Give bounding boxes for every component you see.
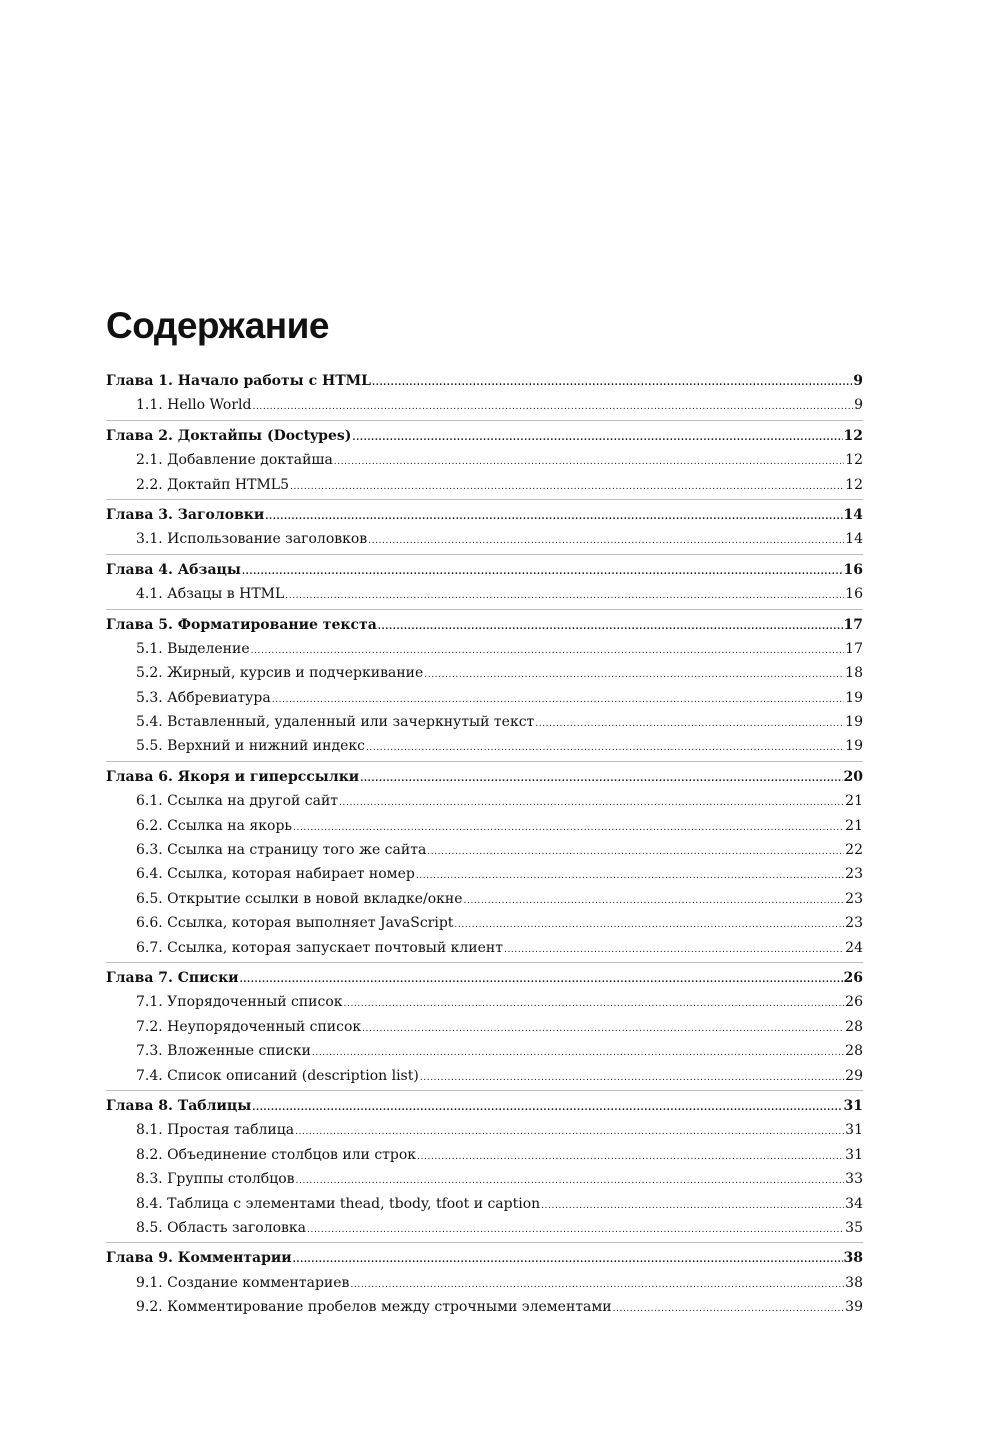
toc-chapter-page-number: 9	[853, 373, 863, 389]
chapter-block	[106, 554, 863, 609]
toc-section-page-number: 28	[845, 1043, 863, 1060]
toc-section[interactable]	[106, 393, 863, 417]
toc-section-page-number: 24	[845, 939, 863, 956]
toc-section-page-number: 28	[845, 1018, 863, 1035]
dot-leader	[420, 1066, 844, 1090]
toc-section-title: 2.2. Доктайп HTML5	[136, 476, 290, 493]
toc-section[interactable]	[106, 1039, 863, 1063]
toc-section-title: 1.1. Hello World	[136, 397, 252, 414]
toc-chapter[interactable]	[106, 369, 863, 393]
dot-leader	[344, 992, 845, 1016]
toc-section-page-number: 12	[845, 452, 863, 469]
dot-leader	[613, 1297, 845, 1321]
toc-section-title: 8.2. Объединение столбцов или строк	[136, 1146, 417, 1163]
toc-section[interactable]	[106, 990, 863, 1014]
toc-section-page-number: 31	[845, 1146, 863, 1163]
toc-section-title: 5.5. Верхний и нижний индекс	[136, 738, 365, 755]
toc-chapter-page-number: 31	[843, 1097, 863, 1114]
toc-section-page-number: 23	[845, 866, 863, 883]
dot-leader	[251, 639, 845, 663]
chapter-block	[106, 420, 863, 499]
toc-section[interactable]	[106, 814, 863, 838]
toc-section-title: 7.2. Неупорядоченный список	[136, 1018, 362, 1035]
toc-section-page-number: 26	[845, 994, 863, 1011]
toc-section-page-number: 21	[845, 793, 863, 810]
toc-chapter[interactable]	[106, 1094, 863, 1118]
chapter-block	[106, 962, 863, 1090]
toc-section[interactable]	[106, 637, 863, 661]
dot-leader	[290, 475, 844, 499]
toc-section-page-number: 31	[845, 1122, 863, 1139]
toc-section-title: 6.5. Открытие ссылки в новой вкладке/окне	[136, 890, 463, 907]
toc-section[interactable]	[106, 1167, 863, 1191]
toc-section-page-number: 38	[845, 1274, 863, 1291]
toc-section[interactable]	[106, 1295, 863, 1319]
toc-chapter[interactable]	[106, 1246, 863, 1270]
toc-chapter-title: Глава 2. Доктайпы (Doctypes)	[106, 427, 352, 444]
dot-leader	[378, 615, 843, 639]
toc-chapter-title: Глава 9. Комментарии	[106, 1250, 292, 1267]
toc-chapter-page-number: 38	[843, 1250, 863, 1267]
toc-section[interactable]	[106, 1118, 863, 1142]
toc-section[interactable]	[106, 789, 863, 813]
toc-section-page-number: 39	[845, 1299, 863, 1316]
toc-section-page-number: 16	[845, 586, 863, 603]
toc-section[interactable]	[106, 448, 863, 472]
dot-leader	[417, 1145, 844, 1169]
toc-chapter-page-number: 16	[843, 561, 863, 578]
toc-section-title: 5.4. Вставленный, удаленный или зачеркнутый текст	[136, 714, 535, 731]
toc-section[interactable]	[106, 936, 863, 960]
toc-chapter-title: Глава 3. Заголовки	[106, 506, 265, 523]
toc-section-page-number: 19	[845, 714, 863, 731]
dot-leader	[368, 529, 844, 553]
toc-section-page-number: 17	[845, 640, 863, 657]
dot-leader	[366, 736, 844, 760]
toc-section[interactable]	[106, 1143, 863, 1167]
dot-leader	[272, 688, 844, 712]
toc-section-title: 8.1. Простая таблица	[136, 1122, 295, 1139]
dot-leader	[295, 1120, 844, 1144]
dot-leader	[339, 791, 844, 815]
dot-leader	[293, 816, 844, 840]
dot-leader	[285, 584, 844, 608]
toc-section[interactable]	[106, 1015, 863, 1039]
toc-section[interactable]	[106, 473, 863, 497]
toc-section-title: 8.3. Группы столбцов	[136, 1171, 295, 1188]
toc-chapter-page-number: 12	[843, 427, 863, 444]
toc-section-page-number: 14	[845, 531, 863, 548]
toc-section-title: 5.2. Жирный, курсив и подчеркивание	[136, 665, 424, 682]
dot-leader	[253, 395, 854, 419]
dot-leader	[427, 840, 844, 864]
dot-leader	[252, 1096, 842, 1120]
toc-section-title: 7.4. Список описаний (description list)	[136, 1067, 419, 1084]
dot-leader	[293, 1248, 843, 1272]
toc-section-title: 6.2. Ссылка на якорь	[136, 817, 293, 834]
toc-chapter[interactable]	[106, 558, 863, 582]
dot-leader	[334, 450, 844, 474]
chapter-block	[106, 499, 863, 554]
toc-section[interactable]	[106, 838, 863, 862]
dot-leader	[454, 913, 844, 937]
toc-section-page-number: 29	[845, 1067, 863, 1084]
toc-section-page-number: 35	[845, 1219, 863, 1236]
toc-section-page-number: 18	[845, 665, 863, 682]
dot-leader	[360, 767, 842, 791]
dot-leader	[265, 505, 842, 529]
dot-leader	[362, 1017, 844, 1041]
dot-leader	[242, 560, 843, 584]
toc-section-title: 5.3. Аббревиатура	[136, 689, 271, 706]
toc-section-title: 6.3. Ссылка на страницу того же сайта	[136, 842, 427, 859]
dot-leader	[352, 426, 842, 450]
toc-section-title: 6.1. Ссылка на другой сайт	[136, 793, 339, 810]
toc-section-title: 7.3. Вложенные списки	[136, 1043, 311, 1060]
toc-section-title: 6.7. Ссылка, которая запускает почтовый клиент	[136, 939, 503, 956]
dot-leader	[296, 1169, 845, 1193]
toc-chapter-page-number: 17	[843, 616, 863, 633]
dot-leader	[504, 938, 844, 962]
toc-section-title: 4.1. Абзацы в HTML	[136, 586, 285, 603]
toc-chapter-title: Глава 7. Списки	[106, 969, 239, 986]
dot-leader	[372, 371, 852, 395]
toc-section-title: 3.1. Использование заголовков	[136, 531, 368, 548]
toc-chapter-page-number: 26	[843, 969, 863, 986]
dot-leader	[424, 663, 844, 687]
toc-section-page-number: 23	[845, 890, 863, 907]
toc-section-title: 9.2. Комментирование пробелов между строчными элементами	[136, 1299, 612, 1316]
chapter-block	[106, 1090, 863, 1242]
toc-section-title: 8.4. Таблица с элементами thead, tbody, tfoot и caption	[136, 1195, 541, 1212]
toc-chapter[interactable]	[106, 424, 863, 448]
dot-leader	[312, 1041, 844, 1065]
chapter-block	[106, 609, 863, 761]
toc-section-title: 6.6. Ссылка, которая выполняет JavaScript	[136, 915, 454, 932]
page-title: Содержание	[106, 305, 329, 346]
toc-section-title: 6.4. Ссылка, которая набирает номер	[136, 866, 415, 883]
toc-section[interactable]	[106, 527, 863, 551]
toc-section-title: 7.1. Упорядоченный список	[136, 994, 343, 1011]
toc-section[interactable]	[106, 911, 863, 935]
toc-section[interactable]	[106, 710, 863, 734]
toc-section[interactable]	[106, 1064, 863, 1088]
toc-section[interactable]	[106, 1216, 863, 1240]
toc-section-title: 2.1. Добавление доктайша	[136, 452, 333, 469]
toc-section-title: 5.1. Выделение	[136, 640, 250, 657]
toc-chapter-title: Глава 5. Форматирование текста	[106, 616, 377, 633]
dot-leader	[541, 1194, 844, 1218]
toc-section-page-number: 34	[845, 1195, 863, 1212]
toc-section-page-number: 22	[845, 842, 863, 859]
toc-section[interactable]	[106, 887, 863, 911]
toc-section-page-number: 19	[845, 738, 863, 755]
dot-leader	[416, 864, 844, 888]
toc-section[interactable]	[106, 582, 863, 606]
toc-section[interactable]	[106, 1271, 863, 1295]
toc-section[interactable]	[106, 661, 863, 685]
dot-leader	[307, 1218, 844, 1242]
toc-chapter-page-number: 14	[843, 506, 863, 523]
toc-section-page-number: 23	[845, 915, 863, 932]
toc-section[interactable]	[106, 862, 863, 886]
table-of-contents	[106, 366, 863, 1321]
toc-section-page-number: 12	[845, 476, 863, 493]
toc-chapter-page-number: 20	[843, 768, 863, 785]
toc-chapter-title: Глава 8. Таблицы	[106, 1097, 252, 1114]
chapter-block	[106, 761, 863, 962]
toc-section[interactable]	[106, 734, 863, 758]
dot-leader	[350, 1273, 844, 1297]
toc-chapter-title: Глава 4. Абзацы	[106, 561, 241, 578]
chapter-block	[106, 1242, 863, 1321]
toc-section-title: 9.1. Создание комментариев	[136, 1274, 350, 1291]
toc-chapter[interactable]	[106, 613, 863, 637]
toc-section-title: 8.5. Область заголовка	[136, 1219, 307, 1236]
toc-chapter-title: Глава 1. Начало работы с HTML	[106, 373, 371, 389]
toc-chapter[interactable]	[106, 503, 863, 527]
dot-leader	[240, 968, 843, 992]
toc-section-page-number: 9	[854, 397, 863, 414]
toc-section-page-number: 19	[845, 689, 863, 706]
toc-section-page-number: 21	[845, 817, 863, 834]
dot-leader	[535, 712, 844, 736]
chapter-block	[106, 366, 863, 420]
dot-leader	[464, 889, 845, 913]
toc-section-page-number: 33	[845, 1171, 863, 1188]
toc-chapter[interactable]	[106, 765, 863, 789]
toc-chapter[interactable]	[106, 966, 863, 990]
toc-chapter-title: Глава 6. Якоря и гиперссылки	[106, 768, 360, 785]
toc-section[interactable]	[106, 1192, 863, 1216]
toc-section[interactable]	[106, 686, 863, 710]
